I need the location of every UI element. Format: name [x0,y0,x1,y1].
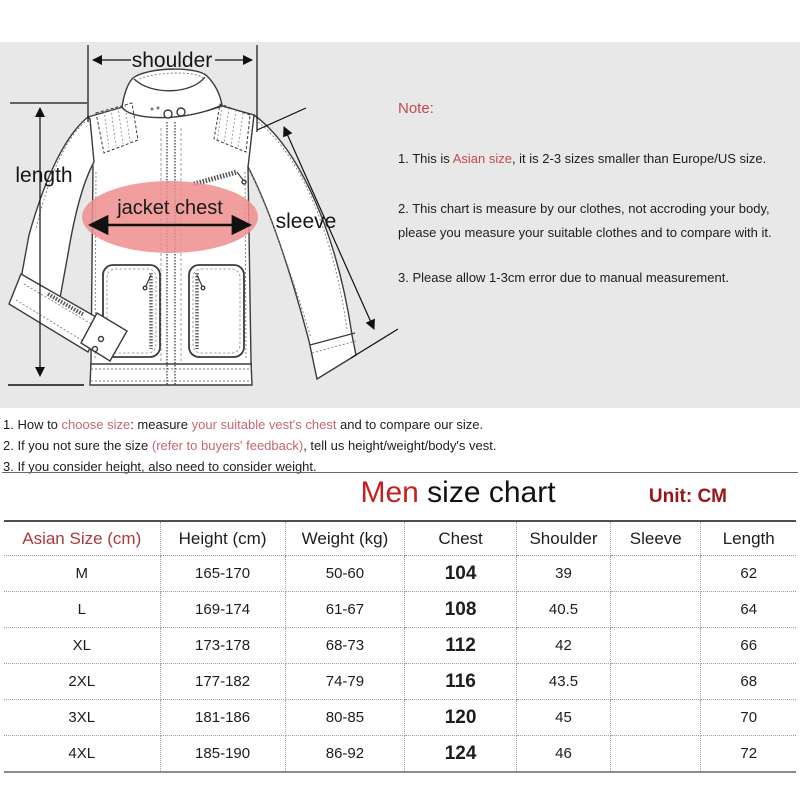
cell-sleeve-m [611,556,701,592]
cell-length-m: 62 [701,556,796,592]
note-item-2: 2. This chart is measure by our clothes, not accroding your body, please you measure your suitable clothes and to compare with it. [398,201,772,240]
cell-weight-kg-xl: 68-73 [285,628,405,664]
column-header-weight-kg: Weight (kg) [285,521,405,556]
asian-size-highlight: Asian size [452,151,512,166]
choose-size-highlight: choose size [61,417,131,432]
cell-height-cm-l: 169-174 [160,592,285,628]
cell-sleeve-3xl [611,700,701,736]
note-heading: Note: [398,100,434,117]
note-item-3: 3. Please allow 1-3cm error due to manual measurement. [398,270,729,285]
cell-chest-2xl: 116 [405,664,517,700]
cell-weight-kg-2xl: 74-79 [285,664,405,700]
cell-chest-l: 108 [405,592,517,628]
cell-height-cm-4xl: 185-190 [160,736,285,773]
cell-height-cm-2xl: 177-182 [160,664,285,700]
cell-asian-size-cm-2xl: 2XL [4,664,160,700]
column-header-shoulder: Shoulder [516,521,610,556]
cell-chest-3xl: 120 [405,700,517,736]
length-label: length [15,164,73,187]
cell-length-4xl: 72 [701,736,796,773]
jacket-chest-label: jacket chest [117,197,223,219]
cell-chest-m: 104 [405,556,517,592]
cell-height-cm-m: 165-170 [160,556,285,592]
cell-asian-size-cm-l: L [4,592,160,628]
cell-chest-4xl: 124 [405,736,517,773]
cell-shoulder-m: 39 [516,556,610,592]
cell-weight-kg-m: 50-60 [285,556,405,592]
unit-label: Unit: CM [648,486,727,507]
cell-weight-kg-l: 61-67 [285,592,405,628]
cell-sleeve-2xl [611,664,701,700]
cell-asian-size-cm-3xl: 3XL [4,700,160,736]
cell-length-2xl: 68 [701,664,796,700]
feedback-highlight: (refer to buyers' feedback) [151,438,304,453]
chart-title-accent: Men [360,476,419,509]
shoulder-label: shoulder [131,49,213,72]
tip-item-3: 3. If you consider height, also need to consider weight. [3,459,317,474]
sizing-tips [0,408,800,472]
column-header-height-cm: Height (cm) [160,521,285,556]
note-item-1: 1. This is Asian size, it is 2-3 sizes smaller than Europe/US size. [398,151,767,166]
cell-length-l: 64 [701,592,796,628]
chart-title: Men size chart [360,476,556,509]
jacket-measurement-diagram [0,42,400,408]
cell-asian-size-cm-xl: XL [4,628,160,664]
cell-height-cm-xl: 173-178 [160,628,285,664]
cell-shoulder-2xl: 43.5 [516,664,610,700]
tip-item-2: 2. If you not sure the size (refer to buyers' feedback), tell us height/weight/body's vest. [3,438,497,453]
table-row-size-3xl [4,700,796,736]
cell-asian-size-cm-4xl: 4XL [4,736,160,773]
cell-sleeve-4xl [611,736,701,773]
table-row-size-4xl [4,736,796,773]
cell-weight-kg-3xl: 80-85 [285,700,405,736]
cell-shoulder-xl: 42 [516,628,610,664]
column-header-sleeve: Sleeve [611,521,701,556]
table-row-size-m [4,556,796,592]
column-header-chest: Chest [405,521,517,556]
cell-length-3xl: 70 [701,700,796,736]
cell-chest-xl: 112 [405,628,517,664]
table-header-row [4,521,796,556]
cell-sleeve-xl [611,628,701,664]
cell-shoulder-3xl: 45 [516,700,610,736]
cell-shoulder-4xl: 46 [516,736,610,773]
size-table [4,520,796,773]
size-chart-header [2,472,798,520]
column-header-asian-size-cm: Asian Size (cm) [4,521,160,556]
column-header-length: Length [701,521,796,556]
cell-height-cm-3xl: 181-186 [160,700,285,736]
cell-sleeve-l [611,592,701,628]
table-row-size-xl [4,628,796,664]
note-panel [398,100,800,286]
cell-weight-kg-4xl: 86-92 [285,736,405,773]
cell-shoulder-l: 40.5 [516,592,610,628]
table-row-size-l [4,592,796,628]
vest-chest-highlight: your suitable vest's chest [191,417,337,432]
table-row-size-2xl [4,664,796,700]
cell-asian-size-cm-m: M [4,556,160,592]
sleeve-label: sleeve [275,210,337,233]
tip-item-1: 1. How to choose size: measure your suitable vest's chest and to compare our size. [3,417,484,432]
cell-length-xl: 66 [701,628,796,664]
